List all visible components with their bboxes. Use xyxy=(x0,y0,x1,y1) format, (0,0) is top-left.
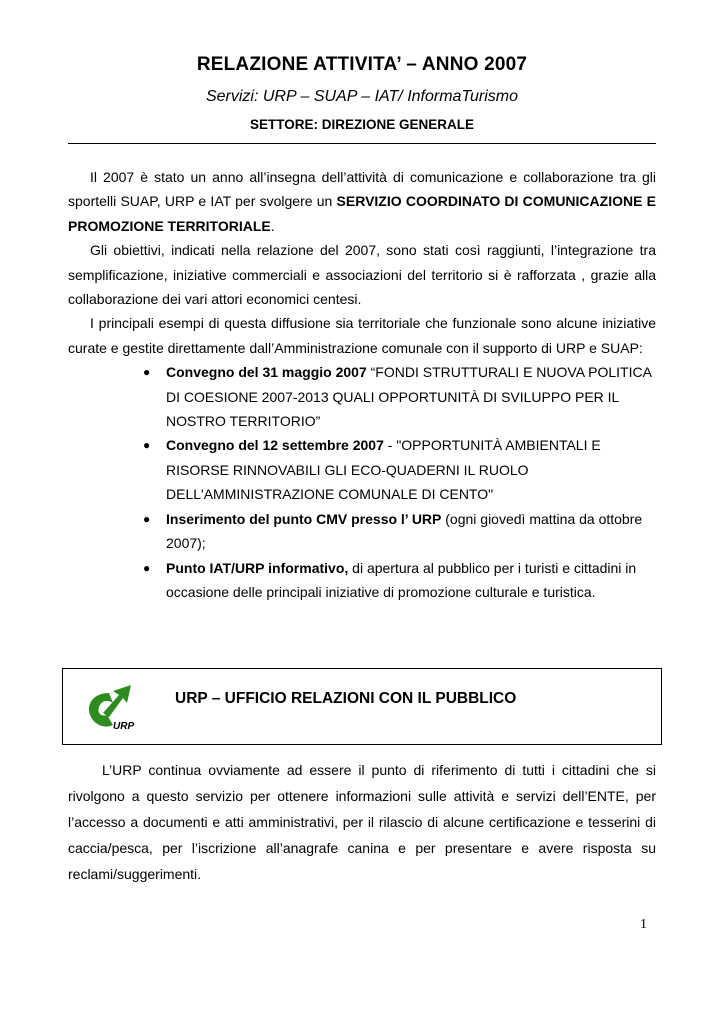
event-description: “FONDI STRUTTURALI E NUOVA POLITICA DI COESIONE 2007-2013 QUALI OPPORTUNITÀ DI SVILUPPO PER IL NOSTRO TERRITORIO” xyxy=(166,364,652,430)
page-number: 1 xyxy=(640,917,647,932)
intro-paragraph-1 xyxy=(68,165,656,238)
svg-text:URP: URP xyxy=(113,721,135,732)
bullet-icon: ● xyxy=(143,511,151,526)
event-title: Convegno del 12 settembre 2007 xyxy=(166,437,384,454)
event-title: Convegno del 31 maggio 2007 xyxy=(166,364,367,381)
event-title: Inserimento del punto CMV presso l’ URP xyxy=(166,510,442,527)
intro-paragraph-3: I principali esempi di questa diffusione sia territoriale che funzionale sono alcune iniziative curate e gestite direttamente dall’Amministrazione comunale con il supporto di URP e SUAP: xyxy=(68,315,656,356)
intro-p1-text: Il 2007 è stato un anno all’insegna dell’attività di comunicazione e collaborazione tra gli sportelli SUAP, URP e IAT per svolgere un xyxy=(68,169,656,210)
urp-paragraph: L’URP continua ovviamente ad essere il punto di riferimento di tutti i cittadini che si rivolgono a questo servizio per ottenere informazioni sulle attività e servizi dell’ENTE, per l’accesso a documenti e atti amministrativi, per il rilascio di alcune certificazione e tesserini di caccia/pesca, per l’iscrizione all’anagrafe canina e per presentare e avere risposta su reclami/suggerimenti. xyxy=(68,762,656,882)
urp-heading: URP – UFFICIO RELAZIONI CON IL PUBBLICO xyxy=(175,690,517,707)
events-list xyxy=(68,360,656,604)
header-divider xyxy=(68,143,656,144)
bullet-icon: ● xyxy=(143,560,151,575)
list-item xyxy=(143,507,656,556)
intro-paragraph-2: Gli obiettivi, indicati nella relazione del 2007, sono stati così raggiunti, l’integrazione tra semplificazione, iniziative commerciali e associazioni del territorio si è rafforzata , grazie alla collaborazione dei vari attori economici centesi. xyxy=(68,242,656,308)
sector-label: SETTORE: DIREZIONE GENERALE xyxy=(249,117,475,132)
event-description: - "OPPORTUNITÀ AMBIENTALI E RISORSE RINNOVABILI GLI ECO-QUADERNI IL RUOLO DELL'AMMINISTRAZIONE COMUNALE DI CENTO" xyxy=(166,437,601,503)
intro-section xyxy=(68,165,656,604)
bullet-icon: ● xyxy=(143,365,151,380)
intro-p1-bold: SERVIZIO COORDINATO DI COMUNICAZIONE E PROMOZIONE TERRITORIALE xyxy=(68,193,656,234)
urp-section-header xyxy=(62,668,662,745)
list-item xyxy=(143,433,656,506)
urp-logo-icon xyxy=(79,679,143,735)
event-description: (ogni giovedì mattina da ottobre 2007); xyxy=(166,510,643,552)
list-item xyxy=(143,360,656,433)
urp-section-body xyxy=(68,757,656,887)
event-description: di apertura al pubblico per i turisti e cittadini in occasione delle principali iniziative di promozione culturale e turistica. xyxy=(166,559,637,600)
event-title: Punto IAT/URP informativo, xyxy=(166,559,349,576)
page-subtitle: Servizi: URP – SUAP – IAT/ InformaTurismo xyxy=(205,88,519,105)
intro-p1-end: . xyxy=(270,217,275,234)
list-item xyxy=(143,556,656,605)
bullet-icon: ● xyxy=(143,438,151,453)
page-title: RELAZIONE ATTIVITA’ – ANNO 2007 xyxy=(196,54,528,75)
